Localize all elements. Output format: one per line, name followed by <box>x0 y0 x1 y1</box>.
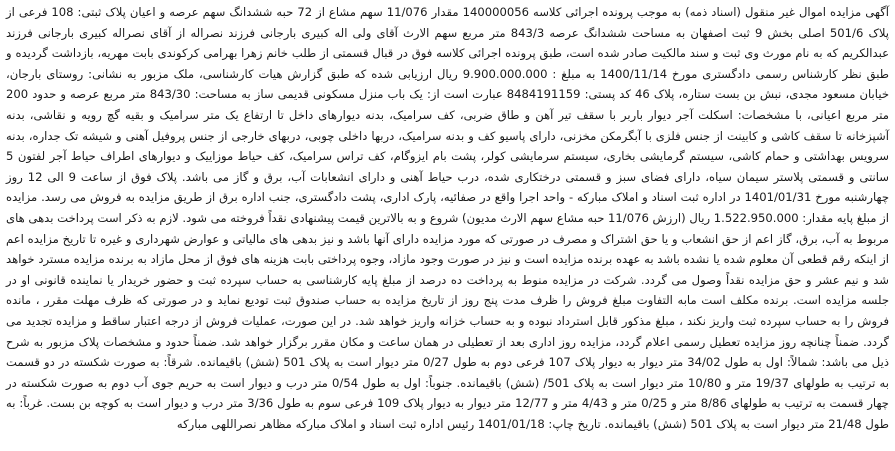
auction-notice-text: آگهی مزایده اموال غیر منقول (اسناد ذمه) به موجب پرونده اجرائی کلاسه 140000056 مقدار 11/076 سهم مشاع از 72 حبه ششدانگ سهم عرصه و اعیان پلاک ثبتی: 108 فرعی از پلاک 501/6 اصلی بخش 9 ثبت اصفهان به مساحت ششدانگ عرصه 843/3 متر مربع سهم الارث آقای ولی اله کبیری بارجانی فرزند نصراله از آقای نصراله کبیری بارجانی فرزند عبدالکریم که به نام مورث وی ثبت و سند مالکیت صادر شده است، طبق پرونده اجرائی کلاسه فوق در قبال قسمتی از طلب خانم زهرا بهرامی کرکوندی بابت مهریه، بازداشت گردیده و طبق نظر کارشناس رسمی دادگستری مورخ 1400/11/14 به مبلغ : 9.900.000.000 ریال ارزیابی شده که طبق گزارش هیات کارشناسی، ملک مزبور به نشانی: روستای بارجان، خیابان مسعود مجدی، نبش بن بست ستاره، پلاک 46 کد پستی: 8484191159 عبارت است از: یک باب منزل مسکونی قدیمی ساز به مساحت: 843/30 متر مربع عرصه و حدود 200 متر مربع اعیانی، با مشخصات: اسکلت آجر دیوار باربر با سقف تیر آهن و طاق ضربی، کف سرامیک، بدنه دیوارهای داخل تا ارتفاع یک متر سرامیک و بقیه گچ رویه و نقاشی، بدنه آشپزخانه تا سقف کاشی و کابینت از جنس فلزی با آبگرمکن مخزنی، دارای پاسیو کف و بدنه سرامیک، دربها داخلی چوبی، دربهای خارجی از جنس پروفیل آهنی و شیشه تک جداره، بدنه سرویس بهداشتی و حمام کاشی، سیستم گرمایشی بخاری، سیستم سرمایشی کولر، پشت بام ایزوگام، کف تراس سرامیک، کف حیاط موزاییک و دیوارهای اطراف حیاط آجر لفتون 5 سانتی و قسمتی پلاستر سیمان سیاه، دارای فضای سبز و قسمتی درختکاری شده، درب حیاط آهنی و دارای انشعابات آب، برق و گاز می باشد. پلاک فوق از ساعت 9 الی 12 روز چهارشنبه مورخ 1401/01/31 در اداره ثبت اسناد و املاک مبارکه - واحد اجرا واقع در صفائیه، پارک اداری، پشت دادگستری، جنب اداره برق از طریق مزایده به فروش می رسد. مزایده از مبلغ پایه مقدار: 1.522.950.000 ریال (ارزش 11/076 حبه مشاع سهم الارث مدیون) شروع و به بالاترین قیمت پیشنهادی نقداً فروخته می شود. لازم به ذکر است پرداخت بدهی های مربوط به آب، برق، گاز اعم از حق انشعاب و یا حق اشتراک و مصرف در صورتی که مورد مزایده دارای آنها باشد و نیز بدهی های مالیاتی و عوارض شهرداری و غیره تا تاریخ مزایده اعم از اینکه رقم قطعی آن معلوم شده یا نشده باشد به عهده برنده مزایده است و نیز در صورت وجود مازاد، وجوه پرداختی بابت هزینه های فوق از محل مازاد به برنده مزایده مسترد خواهد شد و نیم عشر و حق مزایده نقداً وصول می گردد. شرکت در مزایده منوط به پرداخت ده درصد از مبلغ پایه کارشناسی به حساب سپرده ثبت و حضور خریدار یا نماینده قانونی او در جلسه مزایده است. برنده مکلف است مابه التفاوت مبلغ فروش را ظرف مدت پنج روز از تاریخ مزایده به حساب صندوق ثبت تودیع نماید و در صورتی که ظرف مهلت مقرر ، مانده فروش را به حساب سپرده ثبت واریز نکند ، مبلغ مذکور قابل استرداد نبوده و به حساب خزانه واریز خواهد شد. در این صورت، عملیات فروش از درجه اعتبار ساقط و مزایده تجدید می گردد. ضمناً چنانچه روز مزایده تعطیل رسمی اعلام گردد، مزایده روز اداری بعد از تعطیلی در همان ساعت و مکان مقرر برگزار خواهد شد. ضمناً حدود و مشخصات پلاک مزبور به شرح ذیل می باشد: شمالاً: اول به طول 34/02 متر دیوار به دیوار پلاک 107 فرعی دوم به طول 0/27 متر دیوار است به پلاک 501 (شش) باقیمانده. شرقاً: به صورت شکسته در دو قسمت به ترتیب به طولهای 19/37 متر و 10/80 متر دیوار است به پلاک 501/ (شش) باقیمانده. جنوباً: اول به طول 0/54 متر درب و دیوار است به حریم جوی آب دوم به صورت شکسته در چهار قسمت به ترتیب به طولهای 8/86 متر و 0/25 متر و 4/43 متر و 12/77 متر دیوار به دیوار پلاک 109 فرعی سوم به طول 3/36 متر درب و دیوار است به کوچه بن بست. غرباً: به طول 21/48 متر دیوار است به پلاک 501 (شش) باقیمانده. تاریخ چاپ: 1401/01/18 رئیس اداره ثبت اسناد و املاک مبارکه مظاهر نصراللهی مبارکه <box>6 5 890 431</box>
